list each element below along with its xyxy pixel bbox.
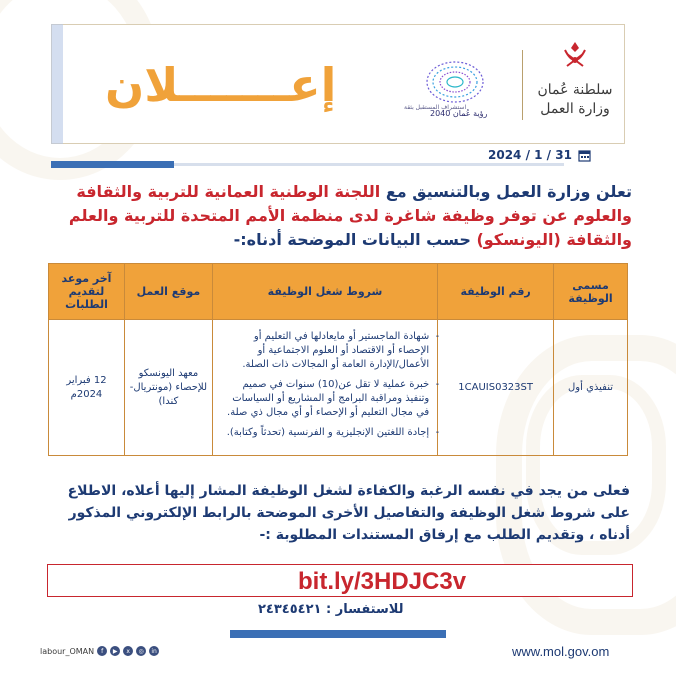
header-requirements: شروط شغل الوظيفة (212, 264, 437, 320)
cell-job-number: 1CAUIS0323ST (438, 320, 554, 456)
job-table (48, 263, 628, 456)
ministry-name-line1: سلطنة عُمان (537, 82, 613, 98)
announcement-title: إعـــــــلان (105, 58, 337, 112)
requirement-item: - إجادة اللغتين الإنجليزية و الفرنسية (تحدثاً وكتابة). (221, 426, 429, 440)
header-job-title: مسمى الوظيفة (554, 264, 628, 320)
header-job-number: رقم الوظيفة (438, 264, 554, 320)
intro-part-1: تعلن وزارة العمل وبالتنسيق مع (380, 182, 632, 201)
table-row (49, 320, 628, 456)
date-row (488, 148, 591, 162)
requirement-item: - شهادة الماجستير أو مايعادلها في التعليم أو الإحصاء أو الاقتصاد أو العلوم الاجتماعية أو الأعمال/الإدارة العامة أو المجالات ذات الصلة. (221, 330, 429, 372)
instagram-icon[interactable]: ◎ (136, 646, 146, 656)
intro-paragraph (40, 180, 632, 252)
social-media-row (40, 646, 159, 656)
x-twitter-icon[interactable]: x (123, 646, 133, 656)
facebook-icon[interactable]: f (97, 646, 107, 656)
social-handle: labour_OMAN (40, 646, 95, 656)
ministry-name-line2: وزارة العمل (540, 101, 610, 117)
intro-part-2: اللجنة الوطنية العمانية للتربية والثقافة والعلوم عن توفر وظيفة شاغرة لدى منظمة الأمم المتحدة للتربية والعلم والثقافة (اليونسكو) (68, 182, 632, 249)
cell-location: معهد اليونسكو للإحصاء (مونتريال-كندا) (124, 320, 212, 456)
youtube-icon[interactable]: ▶ (110, 646, 120, 656)
cell-job-title: تنفيذي أول (554, 320, 628, 456)
closing-paragraph: فعلى من يجد في نفسه الرغبة والكفاءة لشغل الوظيفة المشار إليها أعلاه، الاطلاع على شروط شغل الوظيفة والتفاصيل الأخرى الموضحة بالرابط الإلكتروني المذكور أدناه ، وتقديم الطلب مع إرفاق المستندات المطلوبة :- (67, 483, 630, 543)
header-location: موقع العمل (124, 264, 212, 320)
vision-tagline: استشراف المستقبل بثقة (404, 104, 467, 111)
header-accent (51, 24, 63, 144)
enquiry-phone: للاستفسار : ٢٤٣٤٥٤٢١ (258, 602, 404, 617)
application-link[interactable]: bit.ly/3HDJC3v (298, 568, 467, 595)
table-header-row (49, 264, 628, 320)
header-deadline: آخر موعد لتقديم الطلبات (49, 264, 125, 320)
intro-part-3: حسب البيانات الموضحة أدناه:- (233, 230, 477, 249)
vision-label: رؤية عُمان 2040 (430, 109, 488, 118)
header-divider (522, 50, 523, 120)
linkedin-icon[interactable]: in (149, 646, 159, 656)
application-link-box[interactable] (47, 564, 633, 597)
cell-deadline: 12 فبراير 2024م (49, 320, 125, 456)
oman-emblem-icon (560, 40, 590, 76)
accent-bar (51, 161, 174, 168)
calendar-icon (578, 149, 591, 162)
ministry-logo (530, 40, 620, 130)
requirement-item: - خبرة عملية لا تقل عن(10) سنوات في صميم وتنفيذ ومراقبة البرامج أو المشاريع أو السياسات في مجال التعليم أو الإحصاء أو أي مجال ذي صلة. (221, 378, 429, 420)
oman-vision-2040-logo (400, 52, 500, 122)
website-url[interactable]: www.mol.gov.om (512, 644, 610, 659)
accent-line (174, 163, 564, 166)
bottom-accent-bar (230, 630, 446, 638)
cell-requirements (212, 320, 437, 456)
announcement-date: 2024 / 1 / 31 (488, 148, 572, 162)
